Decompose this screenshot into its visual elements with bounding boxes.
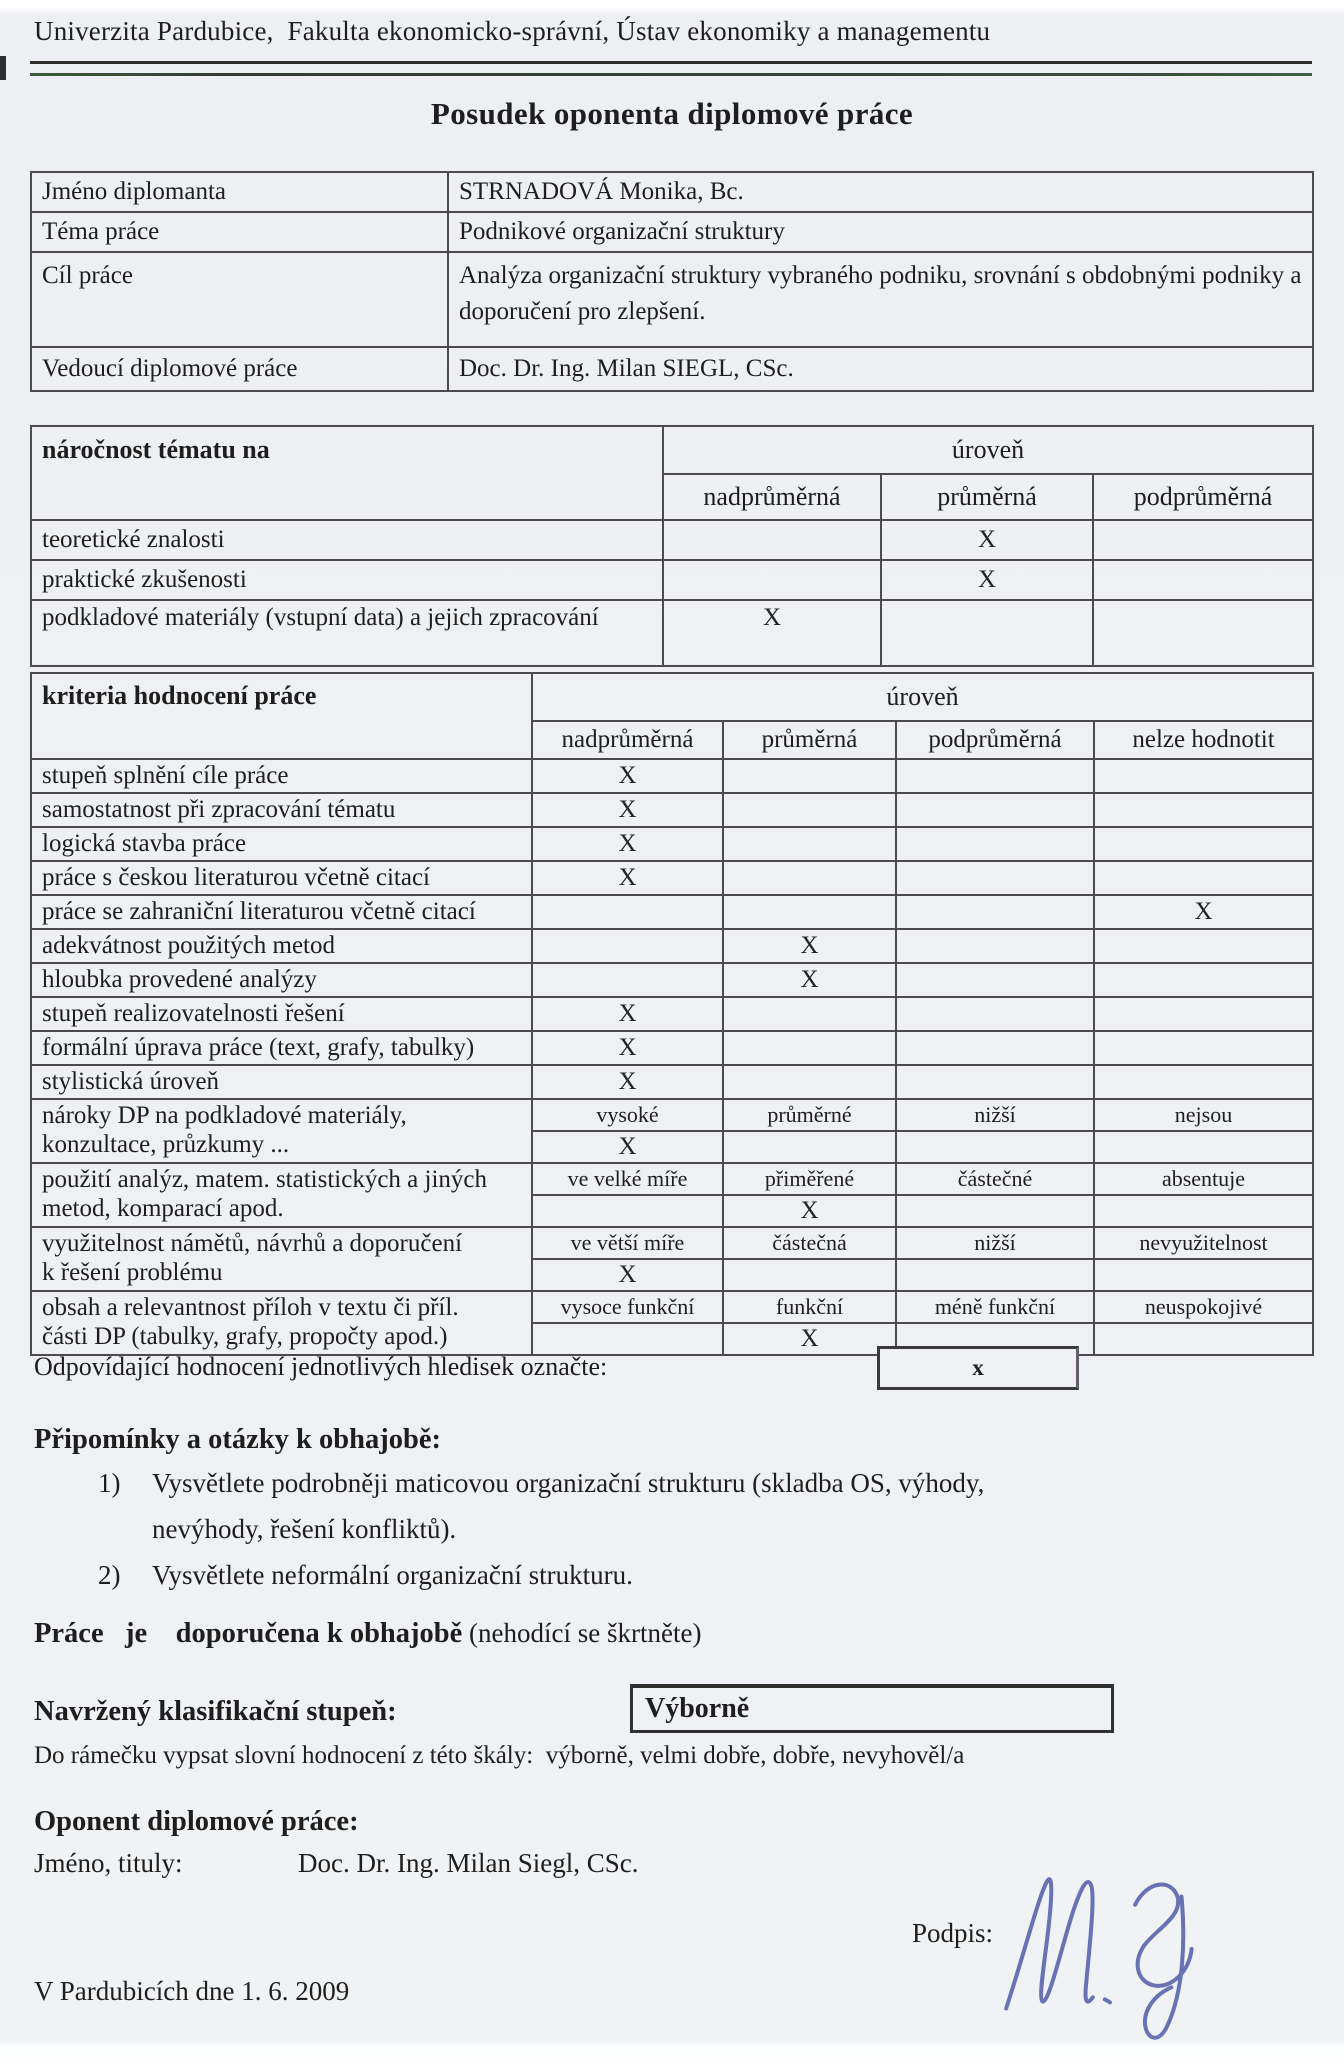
mark-cell	[723, 1259, 896, 1291]
criterion-label: praktické zkušenosti	[31, 560, 663, 600]
criterion-label: teoretické znalosti	[31, 520, 663, 560]
comments-heading: Připomínky a otázky k obhajobě:	[34, 1424, 441, 1455]
table-header-row	[31, 673, 1313, 721]
table-row	[31, 997, 1313, 1031]
mark-cell	[1093, 520, 1313, 560]
page-title: Posudek oponenta diplomové práce	[430, 96, 914, 131]
table-row	[31, 560, 1313, 600]
difficulty-caption: náročnost tématu na	[31, 426, 663, 520]
table-row	[31, 1065, 1313, 1099]
mark-cell: X	[532, 793, 723, 827]
mark-cell	[663, 560, 881, 600]
level-header: úroveň	[532, 673, 1313, 721]
mark-cell	[896, 827, 1094, 861]
mark-cell	[1094, 1323, 1313, 1355]
recommendation-bold: Práce je doporučena k obhajobě	[34, 1618, 463, 1649]
mark-cell	[1094, 1065, 1313, 1099]
info-label: Vedoucí diplomové práce	[31, 347, 448, 391]
scale-option: ve větší míře	[532, 1227, 723, 1259]
table-row	[31, 212, 1313, 252]
table-row	[31, 895, 1313, 929]
table-group-row	[31, 1099, 1313, 1131]
difficulty-table	[30, 425, 1314, 667]
grade-box	[630, 1684, 1114, 1733]
info-value: STRNADOVÁ Monika, Bc.	[448, 172, 1313, 212]
scale-option: ve velké míře	[532, 1163, 723, 1195]
handwritten-signature-icon	[988, 1852, 1250, 2044]
mark-cell	[723, 895, 896, 929]
table-row	[31, 1031, 1313, 1065]
column-header: podprůměrná	[1093, 474, 1313, 520]
table-row	[31, 861, 1313, 895]
mark-cell	[896, 1259, 1094, 1291]
column-header: průměrná	[723, 721, 896, 759]
table-row	[31, 793, 1313, 827]
mark-cell	[1094, 861, 1313, 895]
mark-cell	[896, 759, 1094, 793]
university-header: Univerzita Pardubice, Fakulta ekonomicko-správní, Ústav ekonomiky a managementu	[34, 16, 991, 46]
opponent-name-line	[34, 1848, 638, 1879]
mark-cell	[1094, 1195, 1313, 1227]
criterion-label: stupeň splnění cíle práce	[31, 759, 532, 793]
mark-cell	[532, 963, 723, 997]
mark-cell	[896, 1031, 1094, 1065]
scale-option: neuspokojivé	[1094, 1291, 1313, 1323]
mark-cell	[723, 827, 896, 861]
mark-cell: X	[723, 929, 896, 963]
mark-cell	[896, 895, 1094, 929]
level-header: úroveň	[663, 426, 1313, 474]
info-value: Podnikové organizační struktury	[448, 212, 1313, 252]
mark-cell	[532, 895, 723, 929]
table-row	[31, 520, 1313, 560]
mark-cell: X	[532, 1031, 723, 1065]
mark-cell	[1094, 1031, 1313, 1065]
table-row	[31, 347, 1313, 391]
scale-option: nevyužitelnost	[1094, 1227, 1313, 1259]
mark-cell: X	[663, 600, 881, 666]
criterion-label: samostatnost při zpracování tématu	[31, 793, 532, 827]
criterion-label: použití analýz, matem. statistických a jiných metod, komparací apod.	[31, 1163, 532, 1227]
thesis-info-table	[30, 171, 1314, 392]
mark-cell	[1093, 600, 1313, 666]
item-number: 1)	[98, 1468, 121, 1498]
criterion-label: práce s českou literaturou včetně citací	[31, 861, 532, 895]
mark-cell	[1094, 1131, 1313, 1163]
scale-option: částečné	[896, 1163, 1094, 1195]
mark-cell: X	[532, 827, 723, 861]
column-header: podprůměrná	[896, 721, 1094, 759]
mark-cell	[896, 1131, 1094, 1163]
mark-cell	[1094, 1259, 1313, 1291]
mark-cell	[723, 861, 896, 895]
mark-cell: X	[881, 520, 1093, 560]
criterion-label: stupeň realizovatelnosti řešení	[31, 997, 532, 1031]
mark-cell: X	[881, 560, 1093, 600]
mark-cell	[1094, 759, 1313, 793]
table-group-row	[31, 1163, 1313, 1195]
mark-cell	[532, 1323, 723, 1355]
mark-cell	[723, 997, 896, 1031]
mark-cell: X	[532, 1065, 723, 1099]
scale-option: průměrné	[723, 1099, 896, 1131]
scan-edge-artifact	[0, 56, 6, 80]
table-row	[31, 827, 1313, 861]
table-row	[31, 759, 1313, 793]
criterion-label: nároky DP na podkladové materiály, konzultace, průzkumy ...	[31, 1099, 532, 1163]
table-row	[31, 252, 1313, 347]
mark-cell: X	[532, 759, 723, 793]
recommendation-note: (nehodící se škrtněte)	[462, 1618, 702, 1648]
mark-cell	[896, 963, 1094, 997]
mark-cell	[1094, 827, 1313, 861]
mark-cell	[896, 1065, 1094, 1099]
mark-cell: X	[532, 1131, 723, 1163]
scale-option: přiměřené	[723, 1163, 896, 1195]
mark-cell	[896, 997, 1094, 1031]
criterion-label: adekvátnost použitých metod	[31, 929, 532, 963]
place-and-date: V Pardubicích dne 1. 6. 2009	[34, 1976, 350, 2006]
mark-cell	[1094, 997, 1313, 1031]
criterion-label: využitelnost námětů, návrhů a doporučení k řešení problému	[31, 1227, 532, 1291]
scale-option: méně funkční	[896, 1291, 1094, 1323]
mark-instruction: Odpovídající hodnocení jednotlivých hledisek označte:	[34, 1352, 608, 1381]
scale-option: nižší	[896, 1099, 1094, 1131]
header-rule-top	[30, 61, 1312, 64]
scale-option: částečná	[723, 1227, 896, 1259]
table-group-row	[31, 1227, 1313, 1259]
name-label: Jméno, tituly:	[34, 1848, 183, 1878]
mark-cell	[723, 759, 896, 793]
mark-cell: X	[1094, 895, 1313, 929]
table-row	[31, 172, 1313, 212]
comment-item: 1) Vysvětlete podrobněji maticovou organizační strukturu (skladba OS, výhody, nevýhody, řešení konfliktů).	[98, 1460, 984, 1552]
grade-scale-note: Do rámečku vypsat slovní hodnocení z této škály: výborně, velmi dobře, dobře, nevyhověl/a	[34, 1742, 965, 1769]
table-row	[31, 600, 1313, 666]
comment-item: 2) Vysvětlete neformální organizační strukturu.	[98, 1552, 633, 1598]
opponent-name: Doc. Dr. Ing. Milan Siegl, CSc.	[298, 1848, 639, 1878]
info-value: Doc. Dr. Ing. Milan SIEGL, CSc.	[448, 347, 1313, 391]
mark-cell: X	[532, 1259, 723, 1291]
mark-cell: X	[723, 963, 896, 997]
header-rule-bottom	[30, 73, 1312, 76]
mark-cell	[896, 1195, 1094, 1227]
scale-option: funkční	[723, 1291, 896, 1323]
criterion-label: formální úprava práce (text, grafy, tabulky)	[31, 1031, 532, 1065]
signature-label: Podpis:	[912, 1918, 994, 1948]
mark-cell: X	[532, 861, 723, 895]
mark-cell	[532, 929, 723, 963]
column-header: nadprůměrná	[663, 474, 881, 520]
mark-cell	[723, 1031, 896, 1065]
table-row	[31, 929, 1313, 963]
scale-option: vysoce funkční	[532, 1291, 723, 1323]
criterion-label: práce se zahraniční literaturou včetně citací	[31, 895, 532, 929]
criterion-label: obsah a relevantnost příloh v textu či příl. části DP (tabulky, grafy, propočty apod.)	[31, 1291, 532, 1355]
criteria-caption: kriteria hodnocení práce	[31, 673, 532, 759]
scale-option: absentuje	[1094, 1163, 1313, 1195]
recommendation-line	[34, 1618, 701, 1650]
column-header: nelze hodnotit	[1094, 721, 1313, 759]
mark-cell	[896, 929, 1094, 963]
mark-cell	[896, 861, 1094, 895]
mark-cell	[896, 793, 1094, 827]
mark-cell: X	[723, 1195, 896, 1227]
info-value: Analýza organizační struktury vybraného podniku, srovnání s obdobnými podniky a doporučení pro zlepšení.	[448, 252, 1313, 347]
info-label: Cíl práce	[31, 252, 448, 347]
overall-mark-value: x	[972, 1355, 984, 1380]
overall-mark-box	[877, 1346, 1079, 1390]
mark-cell	[723, 793, 896, 827]
grade-value: Výborně	[645, 1693, 750, 1724]
opponent-heading: Oponent diplomové práce:	[34, 1806, 359, 1837]
item-number: 2)	[98, 1560, 121, 1590]
criterion-label: logická stavba práce	[31, 827, 532, 861]
mark-cell: X	[723, 1323, 896, 1355]
table-row	[31, 963, 1313, 997]
mark-cell	[532, 1195, 723, 1227]
mark-cell: X	[532, 997, 723, 1031]
mark-cell	[881, 600, 1093, 666]
mark-cell	[1094, 793, 1313, 827]
criterion-label: stylistická úroveň	[31, 1065, 532, 1099]
scale-option: nižší	[896, 1227, 1094, 1259]
info-label: Téma práce	[31, 212, 448, 252]
mark-cell	[663, 520, 881, 560]
scale-option: vysoké	[532, 1099, 723, 1131]
table-header-row	[31, 426, 1313, 474]
mark-cell	[1093, 560, 1313, 600]
column-header: průměrná	[881, 474, 1093, 520]
criterion-label: podkladové materiály (vstupní data) a jejich zpracování	[31, 600, 663, 666]
table-group-row	[31, 1291, 1313, 1323]
mark-cell	[1094, 929, 1313, 963]
criteria-table	[30, 672, 1314, 1356]
grade-label: Navržený klasifikační stupeň:	[34, 1696, 397, 1727]
criterion-label: hloubka provedené analýzy	[31, 963, 532, 997]
column-header: nadprůměrná	[532, 721, 723, 759]
info-label: Jméno diplomanta	[31, 172, 448, 212]
mark-cell	[723, 1065, 896, 1099]
mark-cell	[1094, 963, 1313, 997]
scale-option: nejsou	[1094, 1099, 1313, 1131]
mark-cell	[723, 1131, 896, 1163]
